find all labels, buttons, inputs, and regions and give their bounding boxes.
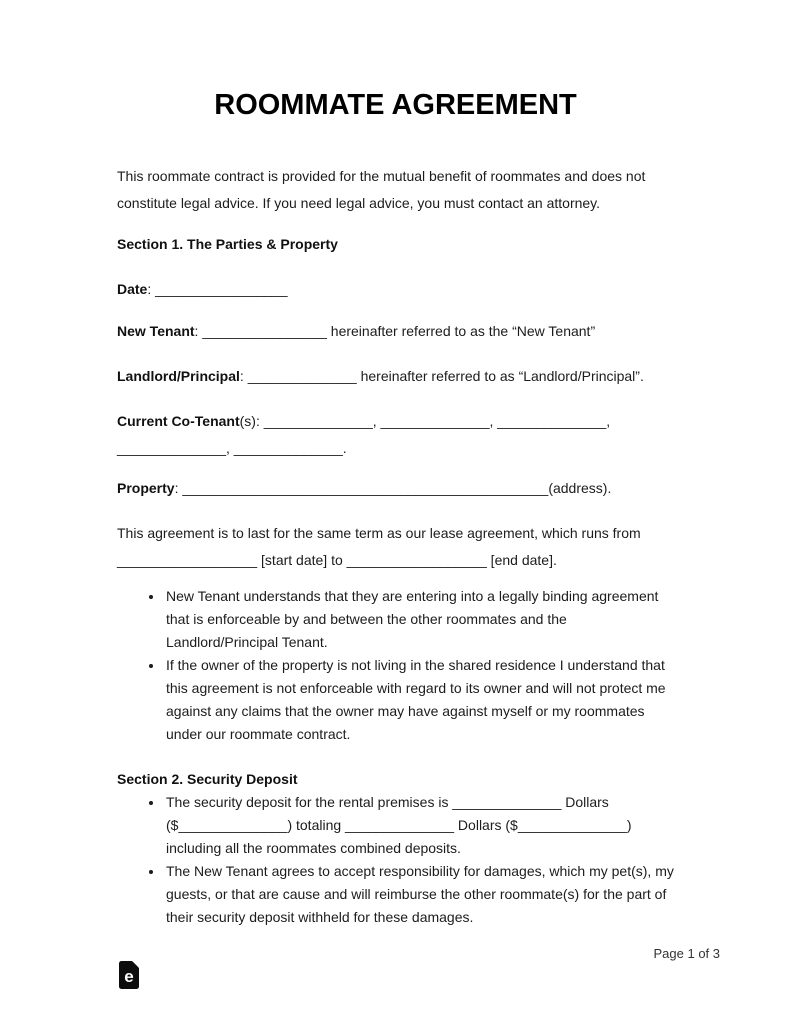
term-paragraph: This agreement is to last for the same term as our lease agreement, which runs from __________________ [start date] to __________________ [end date].: [117, 525, 641, 568]
landlord-field: [117, 363, 674, 390]
new-tenant-field: [117, 318, 674, 345]
list-item: • The security deposit for the rental premises is ______________ Dollars ($______________) totaling ______________ Dollars ($______________) including all the roommates combined deposits.: [164, 791, 674, 860]
cotenants-label: Current Co-Tenant: [117, 413, 240, 429]
section-2-heading: Section 2. Security Deposit: [117, 771, 298, 787]
document-title: ROOMMATE AGREEMENT: [214, 89, 577, 121]
property-blank: _______________________________________________: [182, 480, 549, 496]
landlord-text: hereinafter referred to as “Landlord/Principal”.: [356, 368, 644, 384]
section-1-bullet-list: [117, 585, 674, 746]
property-label: Property: [117, 480, 175, 496]
cotenants-field: [117, 408, 674, 462]
list-item: • The New Tenant agrees to accept responsibility for damages, which my pet(s), my guests, or that are cause and will reimburse the other roommate(s) for the part of their security deposit withheld for these damages.: [164, 860, 674, 929]
logo-letter: e: [124, 967, 134, 986]
section-1-heading: Section 1. The Parties & Property: [117, 236, 338, 252]
page-number: Page 1 of 3: [653, 946, 720, 961]
landlord-separator: :: [239, 368, 248, 384]
new-tenant-blank: ________________: [202, 323, 327, 339]
list-item: • If the owner of the property is not living in the shared residence I understand that this agreement is not enforceable with regard to its owner and will not protect me against any claims that the owner may have against myself or my roommates under our roommate contract.: [164, 654, 674, 746]
section-2-bullet-list: [117, 791, 674, 929]
property-separator: :: [174, 480, 183, 496]
new-tenant-text: hereinafter referred to as the “New Tenant”: [326, 323, 596, 339]
property-text: (address).: [548, 480, 612, 496]
landlord-label: Landlord/Principal: [117, 368, 240, 384]
eforms-logo-icon: [119, 961, 139, 989]
cotenants-blanks: ______________, ______________, ______________, ______________, ______________.: [117, 413, 611, 456]
intro-paragraph: This roommate contract is provided for the mutual benefit of roommates and does not constitute legal advice. If you need legal advice, you must contact an attorney.: [117, 168, 646, 211]
date-label: Date: [117, 281, 148, 297]
new-tenant-separator: :: [194, 323, 203, 339]
landlord-blank: ______________: [247, 368, 357, 384]
date-separator: :: [147, 281, 156, 297]
date-field: [117, 276, 674, 303]
property-field: [117, 475, 674, 502]
new-tenant-label: New Tenant: [117, 323, 195, 339]
date-blank: _________________: [155, 281, 288, 297]
cotenants-suffix: (s):: [239, 413, 264, 429]
list-item: • New Tenant understands that they are entering into a legally binding agreement that is enforceable by and between the other roommates and the Landlord/Principal Tenant.: [164, 585, 674, 654]
